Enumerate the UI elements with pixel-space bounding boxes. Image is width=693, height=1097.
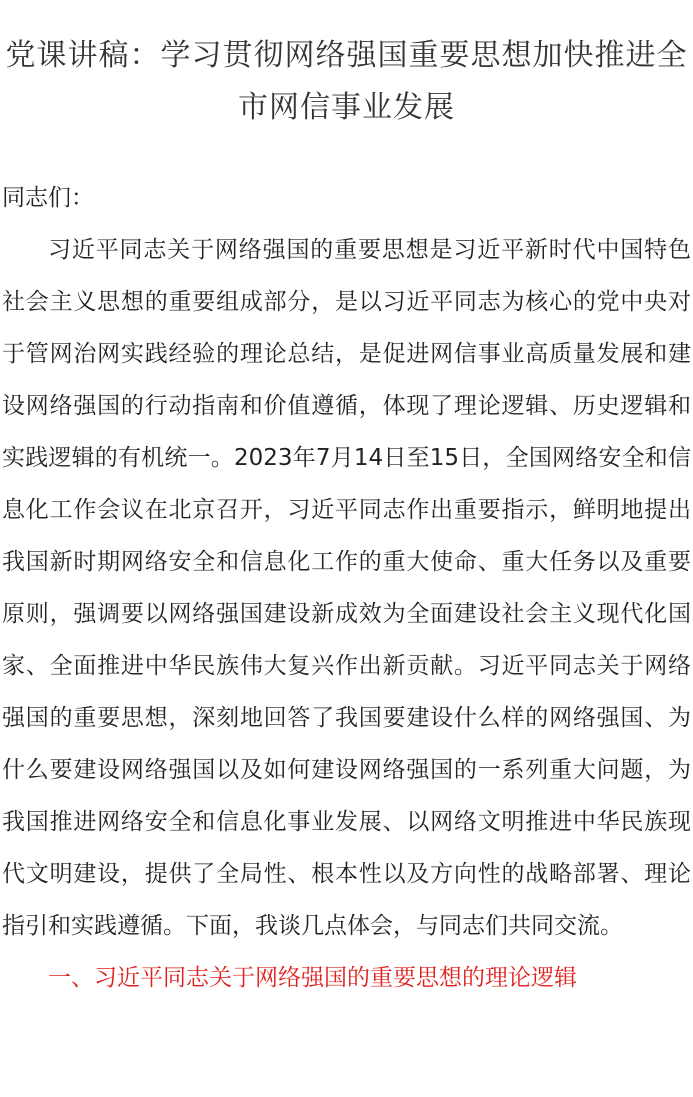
body-paragraph: 习近平同志关于网络强国的重要思想是习近平新时代中国特色社会主义思想的重要组成部分，是以习近平同志为核心的党中央对于管网治网实践经验的理论总结，是促进网信事业高质量发展和建设网络强国的行动指南和价值遵循，体现了理论逻辑、历史逻辑和实践逻辑的有机统一。2023年7月14日至15日，全国网络安全和信息化工作会议在北京召开，习近平同志作出重要指示，鲜明地提出我国新时期网络安全和信息化工作的重大使命、重大任务以及重要原则，强调要以网络强国建设新成效为全面建设社会主义现代化国家、全面推进中华民族伟大复兴作出新贡献。习近平同志关于网络强国的重要思想，深刻地回答了我国要建设什么样的网络强国、为什么要建设网络强国以及如何建设网络强国的一系列重大问题，为我国推进网络安全和信息化事业发展、以网络文明推进中华民族现代文明建设，提供了全局性、根本性以及方向性的战略部署、理论指引和实践遵循。下面，我谈几点体会，与同志们共同交流。	[2, 237, 691, 939]
document-title: 党课讲稿：学习贯彻网络强国重要思想加快推进全市网信事业发展	[5, 38, 688, 125]
section-heading: 一、习近平同志关于网络强国的重要思想的理论逻辑	[48, 965, 577, 991]
salutation: 同志们：	[2, 185, 94, 211]
